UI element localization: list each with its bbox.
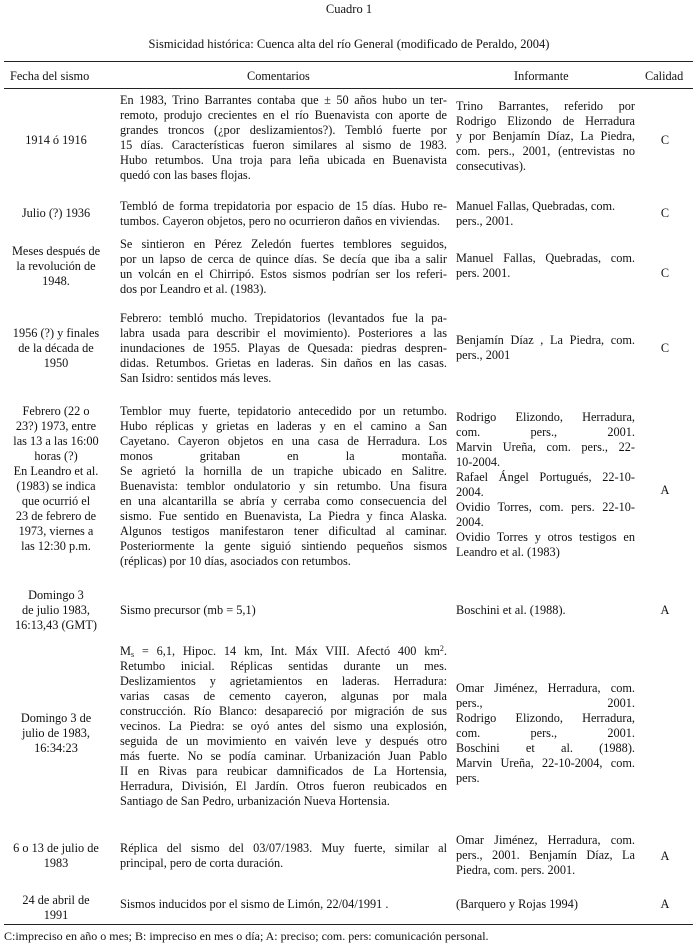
text-line: Santiago de San Pedro, urbanización Nueva Hortensia. xyxy=(120,794,390,808)
text-line: remoto, produjo crecientes en el río Buenavista con aporte de xyxy=(120,108,447,122)
text-line: las 12:30 p.m. xyxy=(21,539,91,553)
text-line: com. pers., 2001. xyxy=(456,726,635,740)
text-line: varias casas de cemento cayeron, algunas por mala xyxy=(120,689,447,703)
text-line: pers., 2001. xyxy=(456,696,635,710)
text-line: Réplica del sismo del 03/07/1983. Muy fuerte, similar al xyxy=(120,841,447,855)
text-line: Ovidio Torres, com. pers. 22-10- xyxy=(456,500,635,514)
text-line: Cayetano. Cayeron objetos en una casa de Herradura. Los xyxy=(120,434,447,448)
cell-informante xyxy=(456,333,635,363)
header-rule xyxy=(4,88,693,89)
header-comentarios: Comentarios xyxy=(247,69,310,83)
text-line: (Barquero y Rojas 1994) xyxy=(456,897,578,911)
mag-text: = 6,1, Hipoc. 14 km, Int. Máx VIII. Afectó 400 km xyxy=(134,644,440,658)
text-line: 16:34:23 xyxy=(34,741,78,755)
text-line: 1914 ó 1916 xyxy=(25,133,87,147)
cell-comentarios xyxy=(120,841,447,871)
text-line: quedó con las bases flojas. xyxy=(120,168,251,182)
cell-calidad: A xyxy=(660,897,670,911)
text-line: un volcán en el Chirripó. Estos sismos podrían ser los referi- xyxy=(120,267,447,281)
text-line: de julio 1983, xyxy=(22,603,90,617)
text-line: la revolución de xyxy=(16,259,96,273)
text-line: pers. 2001. xyxy=(456,266,511,280)
text-line: que ocurrió el xyxy=(21,494,91,508)
table-title: Sismicidad histórica: Cuenca alta del río General (modificado de Peraldo, 2004) xyxy=(148,37,550,51)
text-line: 1948. xyxy=(42,274,70,288)
cell-fecha xyxy=(6,711,106,756)
text-line: 6 o 13 de julio de xyxy=(13,841,99,855)
header-fecha: Fecha del sismo xyxy=(10,69,90,83)
cell-calidad: C xyxy=(660,206,670,220)
header-informante: Informante xyxy=(514,69,569,83)
cell-comentarios xyxy=(120,603,447,618)
text-line: Benjamín Díaz , La Piedra, com. xyxy=(456,333,635,347)
text-line: San Isidro: sentidos más leves. xyxy=(120,371,272,385)
cell-calidad: C xyxy=(660,266,670,280)
text-line: com. pers., 2001. xyxy=(456,425,635,439)
text-line: más fuerte. No se podía caminar. Urbanización Juan Pablo xyxy=(120,749,447,763)
cell-informante xyxy=(456,99,635,174)
cell-comentarios xyxy=(120,311,447,386)
cell-fecha xyxy=(6,206,106,221)
text-line: Hubo réplicas y grietas en laderas y en el camino a San xyxy=(120,419,447,433)
text-line: tumbos. Cayeron objetos, pero no ocurrieron daños en viviendas. xyxy=(120,214,440,228)
cell-comentarios xyxy=(120,644,447,809)
text-line: En 1983, Trino Barrantes contaba que ± 50 años hubo un ter- xyxy=(120,93,447,107)
text-line: Herradura, División, El Jardín. Otros fueron reubicados en xyxy=(120,779,447,793)
text-line: 23?) 1973, entre xyxy=(15,419,97,433)
text-line: 2004. xyxy=(456,515,484,529)
magnitude-line xyxy=(120,644,447,659)
text-line: Rodrigo Elizondo, Herradura, xyxy=(456,410,635,424)
text-line: principal, pero de corta duración. xyxy=(120,856,284,870)
top-rule xyxy=(4,61,693,62)
cell-informante xyxy=(456,833,635,878)
cell-comentarios xyxy=(120,404,447,569)
cell-informante xyxy=(456,681,635,786)
text-line: Julio (?) 1936 xyxy=(21,206,91,220)
text-line: didas. Retumbos. Grietas en laderas. Sin daños en las casas. xyxy=(120,356,447,370)
text-line: Omar Jiménez, Herradura, com. xyxy=(456,681,635,695)
mag-end: . xyxy=(443,644,447,658)
text-line: Trino Barrantes, referido por xyxy=(456,99,635,113)
text-line: 2004. xyxy=(456,485,484,499)
text-line: 1991 xyxy=(43,908,69,922)
text-line: 15 días. Características fueron similares al sismo de 1983. xyxy=(120,138,447,152)
cell-fecha xyxy=(6,841,106,871)
text-line: Marvin Ureña, 22-10-2004, com. xyxy=(456,756,635,770)
cell-informante xyxy=(456,251,635,281)
cell-calidad: A xyxy=(660,603,670,617)
text-line: Omar Jiménez, Herradura, com. xyxy=(456,833,635,847)
text-line: II en Rivas para reubicar damnificados de La Hortensia, xyxy=(120,764,447,778)
cell-calidad: C xyxy=(660,133,670,147)
text-line: Febrero: tembló mucho. Trepidatorios (levantados fue la pa- xyxy=(120,311,447,325)
text-line: pers. xyxy=(456,771,480,785)
text-line: Boschini et al. (1988). xyxy=(456,603,566,617)
text-line: Meses después de xyxy=(11,244,101,258)
cell-informante xyxy=(456,897,635,912)
text-line: Buenavista: temblor ondulatorio y sin retumbo. Una fisura xyxy=(120,479,447,493)
cell-calidad: A xyxy=(660,483,670,497)
text-line: 23 de febrero de xyxy=(15,509,97,523)
text-line: Boschini et al. (1988). xyxy=(456,741,635,755)
cell-calidad: C xyxy=(660,341,670,355)
text-line: Hubo retumbos. Una troja para leña ubicada en Buenavista xyxy=(120,153,447,167)
cell-informante xyxy=(456,410,635,560)
text-line: Manuel Fallas, Quebradas, com. xyxy=(456,251,635,265)
cell-fecha xyxy=(6,404,106,554)
text-line: Ovidio Torres y otros testigos en xyxy=(456,530,635,544)
text-line: inundaciones de 1955. Playas de Quesada: piedras despren- xyxy=(120,341,447,355)
text-line: Febrero (22 o xyxy=(22,404,90,418)
text-line: grandes troncos (¿por deslizamientos?). Tembló fuerte por xyxy=(120,123,447,137)
text-line: 1983 xyxy=(43,856,69,870)
text-line: vecinos. La Piedra: se oyó antes del sismo una explosión, xyxy=(120,719,447,733)
cell-informante xyxy=(456,199,635,229)
text-line: Posteriormente la gente siguió sintiendo pequeños sismos xyxy=(120,539,447,553)
text-line: Se sintieron en Pérez Zeledón fuertes temblores seguidos, xyxy=(120,237,447,251)
mag-subscript: s xyxy=(130,650,135,659)
text-line: Marvin Ureña, com. pers., 22- xyxy=(456,440,635,454)
table-number: Cuadro 1 xyxy=(325,2,373,16)
text-line: Temblor muy fuerte, tepidatorio antecedido por un retumbo. xyxy=(120,404,447,418)
text-line: 16:13,43 (GMT) xyxy=(15,618,97,632)
text-line: Manuel Fallas, Quebradas, com. xyxy=(456,199,616,213)
text-line: consecutivas). xyxy=(456,159,526,173)
text-line: seguida de un movimiento en vaivén leve y después otro xyxy=(120,734,447,748)
text-line: 1956 (?) y finales xyxy=(12,326,100,340)
text-line: Sismo precursor (mb = 5,1) xyxy=(120,603,256,617)
text-line: com. pers., 2001, (entrevistas no xyxy=(456,144,635,158)
text-line: Domingo 3 de xyxy=(20,711,92,725)
text-line: Piedra, com. pers. 2001. xyxy=(456,863,576,877)
bottom-rule xyxy=(4,924,693,925)
cell-comentarios xyxy=(120,897,447,912)
text-line: pers., 2001 xyxy=(456,348,511,362)
text-line: 1973, viernes a xyxy=(18,524,94,538)
text-line: Rafael Ángel Portugués, 22-10- xyxy=(456,470,635,484)
text-line: En Leandro et al. xyxy=(13,464,99,478)
mag-symbol: M xyxy=(120,644,131,658)
text-line: sismo. Fue sentido en Buenavista, La Piedra y finca Alaska. xyxy=(120,509,447,523)
cell-comentarios xyxy=(120,199,447,229)
text-line: en una alcantarilla se abría y cerraba como consecuencia del xyxy=(120,494,447,508)
cell-calidad: A xyxy=(660,849,670,863)
text-line: Deslizamientos y agrietamientos en laderas. Herradura: xyxy=(120,674,447,688)
cell-informante xyxy=(456,603,635,618)
text-line: construcción. Río Blanco: desapareció por migración de sus xyxy=(120,704,447,718)
text-line: Rodrigo Elizondo, Herradura, xyxy=(456,711,635,725)
cell-fecha xyxy=(6,244,106,289)
area-superscript: 2 xyxy=(439,644,444,653)
text-line: monos gritaban en la montaña. xyxy=(120,449,447,463)
text-line: las 13 a las 16:00 xyxy=(13,434,99,448)
text-line: Sismos inducidos por el sismo de Limón, 22/04/1991 . xyxy=(120,897,389,911)
text-line: pers., 2001. xyxy=(456,214,514,228)
footnote: C:impreciso en año o mes; B: impreciso en mes o día; A: preciso; com. pers: comunicación personal. xyxy=(4,929,489,943)
cell-fecha xyxy=(6,133,106,148)
text-line: Retumbo inicial. Réplicas sentidas durante un mes. xyxy=(120,659,447,673)
text-line: 1950 xyxy=(43,356,69,370)
text-line: pers., 2001. Benjamín Díaz, La xyxy=(456,848,635,862)
text-line: Algunos testigos manifestaron tener dificultad al caminar. xyxy=(120,524,447,538)
text-line: Leandro et al. (1983) xyxy=(456,545,560,559)
text-line: por un lapso de cerca de quince días. Se decía que iba a salir xyxy=(120,252,447,266)
cell-fecha xyxy=(6,326,106,371)
text-line: labra usada para describir el movimiento). Posteriores a las xyxy=(120,326,447,340)
text-line: 10-2004. xyxy=(456,455,501,469)
cell-fecha xyxy=(6,588,106,633)
text-line: Rodrigo Elizondo de Herradura xyxy=(456,114,635,128)
text-line: Tembló de forma trepidatoria por espacio de 15 días. Hubo re- xyxy=(120,199,447,213)
header-calidad: Calidad xyxy=(645,69,684,83)
text-line: 24 de abril de xyxy=(22,893,90,907)
text-line: y por Benjamín Díaz, La Piedra, xyxy=(456,129,635,143)
cell-comentarios xyxy=(120,93,447,183)
cell-comentarios xyxy=(120,237,447,297)
text-line: de la década de xyxy=(18,341,94,355)
text-line: (1983) se indica xyxy=(16,479,96,493)
text-line: horas (?) xyxy=(34,449,78,463)
text-line: dos por Leandro et al. (1983). xyxy=(120,282,267,296)
text-line: Domingo 3 xyxy=(28,588,84,602)
text-line: julio de 1983, xyxy=(22,726,90,740)
cell-fecha xyxy=(6,893,106,923)
text-line: (réplicas) por 10 días, asociados con retumbos. xyxy=(120,554,351,568)
text-line: Se agrietó la hornilla de un trapiche ubicado en Salitre. xyxy=(120,464,447,478)
